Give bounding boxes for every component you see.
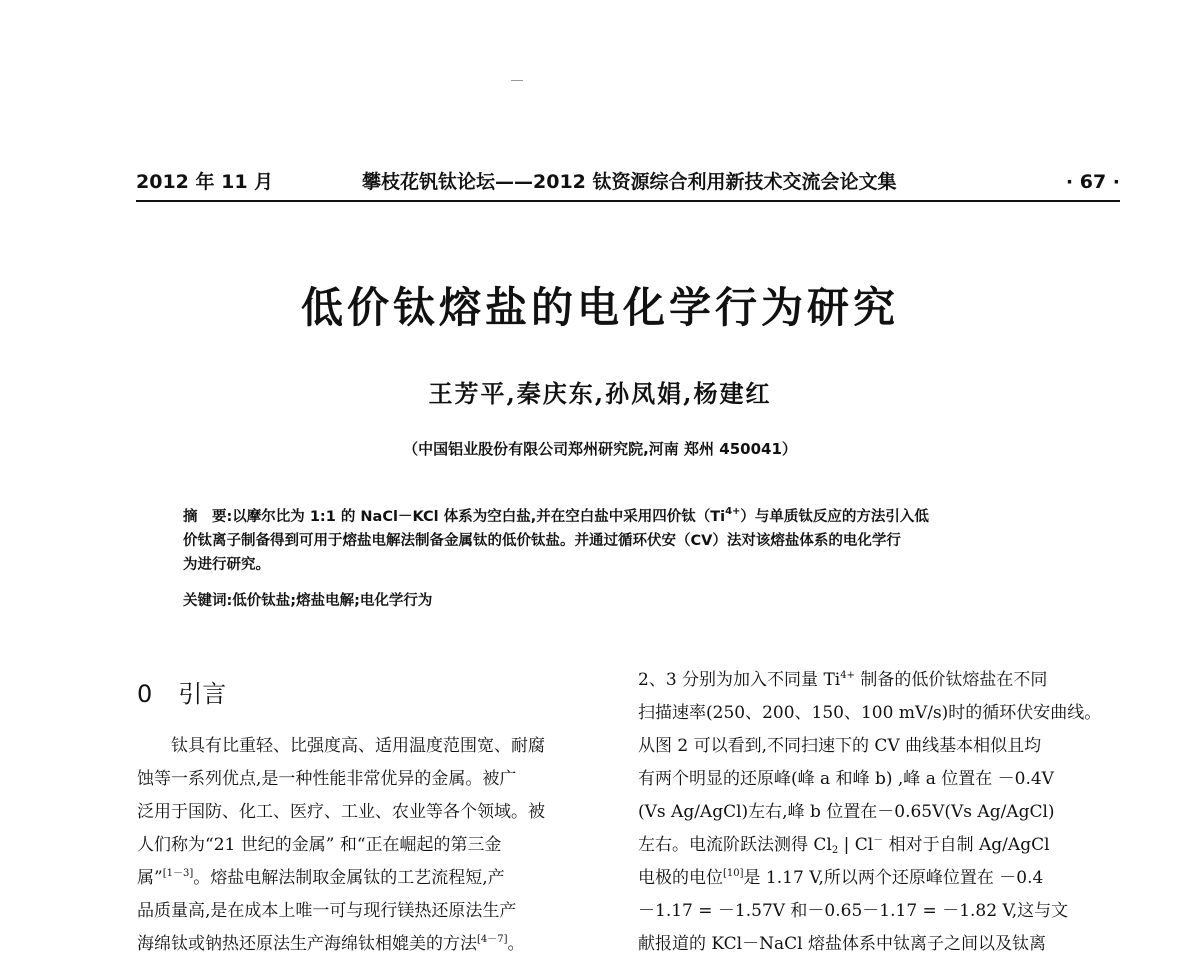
citation: [10]: [723, 868, 744, 879]
page-number: · 67 ·: [1065, 171, 1120, 193]
body-line: 人们称为“21 世纪的金属” 和“正在崛起的第三金: [137, 835, 502, 855]
body-line: 品质量高,是在成本上唯一可与现行镁热还原法生产: [137, 901, 517, 921]
abstract-label: 摘 要: [183, 509, 227, 525]
abstract-line: 价钛离子制备得到可用于熔盐电解法制备金属钛的低价钛盐。并通过循环伏安（CV）法对该熔盐体系的电化学行: [183, 533, 901, 549]
keywords: [183, 589, 1083, 613]
superscript: 4+: [725, 506, 741, 517]
header-rule: [136, 200, 1120, 202]
abstract-line: 为进行研究。: [183, 557, 270, 573]
abstract: [183, 505, 1083, 577]
journal-title: 攀枝花钒钛论坛——2012 钛资源综合利用新技术交流会论文集: [362, 171, 897, 193]
superscript: 4+: [840, 670, 855, 681]
left-column: [137, 730, 609, 961]
citation: [4－7]: [477, 934, 508, 945]
right-column: [638, 664, 1120, 961]
section-heading: [137, 678, 226, 710]
body-line: 电极的电位[10]是 1.17 V,所以两个还原峰位置在 －0.4: [638, 868, 1044, 888]
body-line: 蚀等一系列优点,是一种性能非常优异的金属。被广: [137, 769, 517, 789]
section-title: 引言: [178, 680, 227, 708]
body-line: 左右。电流阶跃法测得 $Cl_2$ | Cl－ 相对于自制 Ag/AgCl: [638, 835, 1050, 856]
issue-date: 2012 年 11 月: [136, 171, 274, 193]
body-line: －1.17 = －1.57V 和－0.65－1.17 = －1.82 V,这与文: [638, 901, 1069, 921]
body-line: 泛用于国防、化工、医疗、工业、农业等各个领域。被: [137, 802, 545, 822]
body-line: 扫描速率(250、200、150、100 mV/s)时的循环伏安曲线。: [638, 703, 1102, 723]
body-line: 2、3 分别为加入不同量 $Ti^{4+}$ 制备的低价钛熔盐在不同: [638, 670, 1048, 690]
body-line: 钛具有比重轻、比强度高、适用温度范围宽、耐腐: [137, 736, 545, 756]
body-line: 从图 2 可以看到,不同扫速下的 CV 曲线基本相似且均: [638, 736, 1042, 756]
subscript: 2: [831, 845, 839, 856]
body-line: 海绵钛或钠热还原法生产海绵钛相媲美的方法[4－7]。: [137, 934, 525, 954]
body-line: (Vs Ag/AgCl)左右,峰 b 位置在－0.65V(Vs Ag/AgCl): [638, 802, 1055, 822]
body-line: 献报道的 KCl－NaCl 熔盐体系中钛离子之间以及钛离: [638, 934, 1046, 954]
body-line: 属”[1－3]。熔盐电解法制取金属钛的工艺流程短,产: [137, 868, 505, 888]
abstract-line: 摘 要:以摩尔比为 1:1 的 NaCl－KCl 体系为空白盐,并在空白盐中采用四价钛$(Ti^{4+})$与单质钛反应的方法引入低: [183, 506, 929, 525]
keywords-text: :低价钛盐;熔盐电解;电化学行为: [226, 593, 433, 609]
author-list: 王芳平,秦庆东,孙凤娟,杨建红: [428, 379, 772, 408]
keywords-label: 关键词: [183, 593, 227, 609]
running-head: [136, 168, 1120, 196]
body-line: 有两个明显的还原峰(峰 a 和峰 b) ,峰 a 位置在 －0.4V: [638, 769, 1054, 789]
affiliation: （中国铝业股份有限公司郑州研究院,河南 郑州 450041）: [403, 440, 797, 458]
paper-title: 低价钛熔盐的电化学行为研究: [300, 283, 899, 332]
scan-mark: [511, 80, 523, 81]
section-number: 0: [137, 680, 153, 708]
citation: [1－3]: [162, 868, 194, 879]
superscript: －: [873, 835, 884, 846]
